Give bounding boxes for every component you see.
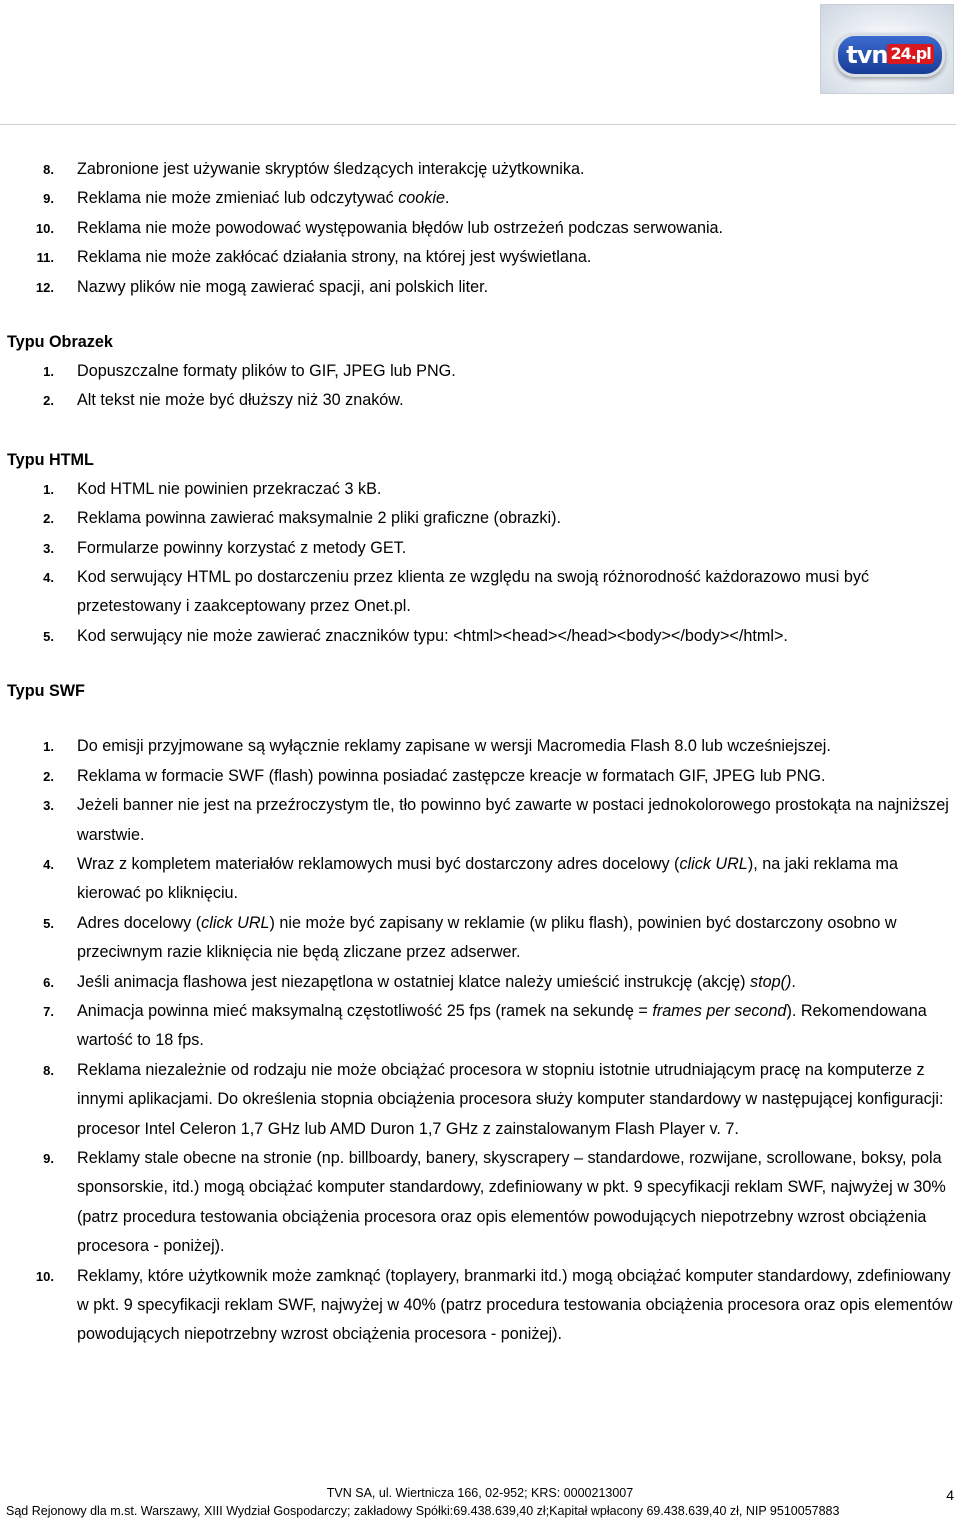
list-item: 1. Kod HTML nie powinien przekraczać 3 kB.: [43, 479, 382, 498]
footer-registration: Sąd Rejonowy dla m.st. Warszawy, XIII Wydział Gospodarczy; zakładowy Spółki:69.438.639,40 zł;Kapitał wpłacony 69.438.639,40 zł, NIP 9510057883: [6, 1504, 840, 1518]
list-item: 4. Kod serwujący HTML po dostarczeniu przez klienta ze względu na swoją różnorodność każdorazowo musi być przetestowany i zaakceptowany przez Onet.pl.: [43, 568, 870, 616]
section-heading-html: Typu HTML: [7, 450, 94, 469]
list-item: 2. Reklama powinna zawierać maksymalnie 2 pliki graficzne (obrazki).: [43, 509, 562, 528]
logo-badge: [835, 33, 945, 77]
logo-suffix: 24.pl: [887, 44, 933, 64]
obrazek-list: [0, 357, 960, 416]
list-item: 5. Adres docelowy (click URL) nie może być zapisany w reklamie (w pliku flash), powinien być dostarczony osobno w przeciwnym razie kliknięcia nie będą zliczane przez adserwer.: [43, 913, 897, 962]
header-contact: [251, 92, 766, 126]
section-heading-swf: Typu SWF: [7, 682, 85, 701]
swf-list: [0, 732, 960, 1350]
list-item: 6. Jeśli animacja flashowa jest niezapętlona w ostatniej klatce należy umieścić instrukcję (akcję) stop().: [43, 972, 796, 991]
list-item: 9. Reklama nie może zmieniać lub odczytywać cookie.: [43, 189, 450, 208]
page-footer: [0, 1484, 960, 1520]
header-address: Biuro Reklamy: ul. Wiertnicza 166, 02-952 Warszawa, tel. (022) 453 3105, fax (022) 8566496: [250, 93, 766, 107]
list-item: 8. Zabronione jest używanie skryptów śledzących interakcję użytkownika.: [43, 160, 585, 178]
section-heading-obrazek: Typu Obrazek: [7, 333, 113, 352]
header-divider: [0, 124, 956, 125]
list-item: 7. Animacja powinna mieć maksymalną częstotliwość 25 fps (ramek na sekundę = frames per second). Rekomendowana wartość to 18 fps.: [43, 1001, 927, 1050]
list-item: 4. Wraz z kompletem materiałów reklamowych musi być dostarczony adres docelowy (click URL), na jaki reklama ma kierować po kliknięciu.: [43, 854, 899, 903]
list-item: 1. Dopuszczalne formaty plików to GIF, JPEG lub PNG.: [43, 362, 456, 381]
list-item: 2. Alt tekst nie może być dłuższy niż 30 znaków.: [43, 391, 404, 410]
list-item: 12. Nazwy plików nie mogą zawierać spacji, ani polskich liter.: [35, 277, 489, 296]
list-item: 10. Reklama nie może powodować występowania błędów lub ostrzeżeń podczas serwowania.: [35, 218, 724, 237]
list-item: 3. Jeżeli banner nie jest na przeźroczystym tle, tło powinno być zawarte w postaci jednokolorowego prostokąta na najniższej warstwie.: [43, 796, 949, 844]
header-email: Marta Jończyk, e-mail: m.jonczyk@tvn.pl: [539, 110, 766, 124]
list-item: 1. Do emisji przyjmowane są wyłącznie reklamy zapisane w wersji Macromedia Flash 8.0 lub wcześniejszej.: [43, 737, 831, 756]
list-item: 8. Reklama niezależnie od rodzaju nie może obciążać procesora w stopniu istotnie utrudniającym pracę na komputerze z innymi aplikacjami. Do określenia stopnia obciążenia procesora służy komputer standardowy w następującej konfiguracji: procesor Intel Celeron 1,7 GHz lub AMD Duron 1,7 GHz z zainstalowanym Flash Player v. 7.: [43, 1060, 944, 1138]
list-item: 3. Formularze powinny korzystać z metody GET.: [43, 538, 407, 557]
general-rules-list: [0, 155, 960, 302]
list-item: 10. Reklamy, które użytkownik może zamknąć (toplayery, branmarki itd.) mogą obciążać komputer standardowy, zdefiniowany w pkt. 9 specyfikacji reklam SWF, najwyżej w 40% (patrz procedura testowania obciążenia procesora oraz opis elementów powodujących niepotrzebny wzrost obciążenia procesora - poniżej).: [35, 1266, 953, 1344]
document-body: [0, 155, 960, 1350]
page-number: 4: [946, 1487, 954, 1503]
html-list: [0, 475, 960, 651]
tvn24-logo: [820, 4, 954, 94]
page-header: [0, 0, 960, 124]
logo-text: tvn: [846, 41, 888, 69]
list-item: 11. Reklama nie może zakłócać działania strony, na której jest wyświetlana.: [36, 248, 592, 267]
footer-company: TVN SA, ul. Wiertnicza 166, 02-952; KRS: 0000213007: [326, 1486, 634, 1500]
list-item: 2. Reklama w formacie SWF (flash) powinna posiadać zastępcze kreacje w formatach GIF, JPEG lub PNG.: [43, 766, 826, 785]
list-item: 9. Reklamy stale obecne na stronie (np. billboardy, banery, skyscrapery – standardowe, rozwijane, scrollowane, boksy, pola sponsorskie, itd.) mogą obciążać komputer standardowy, zdefiniowany w pkt. 9 specyfikacji reklam SWF, najwyżej w 30% (patrz procedura testowania obciążenia procesora oraz opis elementów powodujących niepotrzebny wzrost obciążenia procesora - poniżej).: [43, 1148, 946, 1256]
list-item: 5. Kod serwujący nie może zawierać znaczników typu: <html><head></head><body></body></html>.: [43, 626, 788, 645]
